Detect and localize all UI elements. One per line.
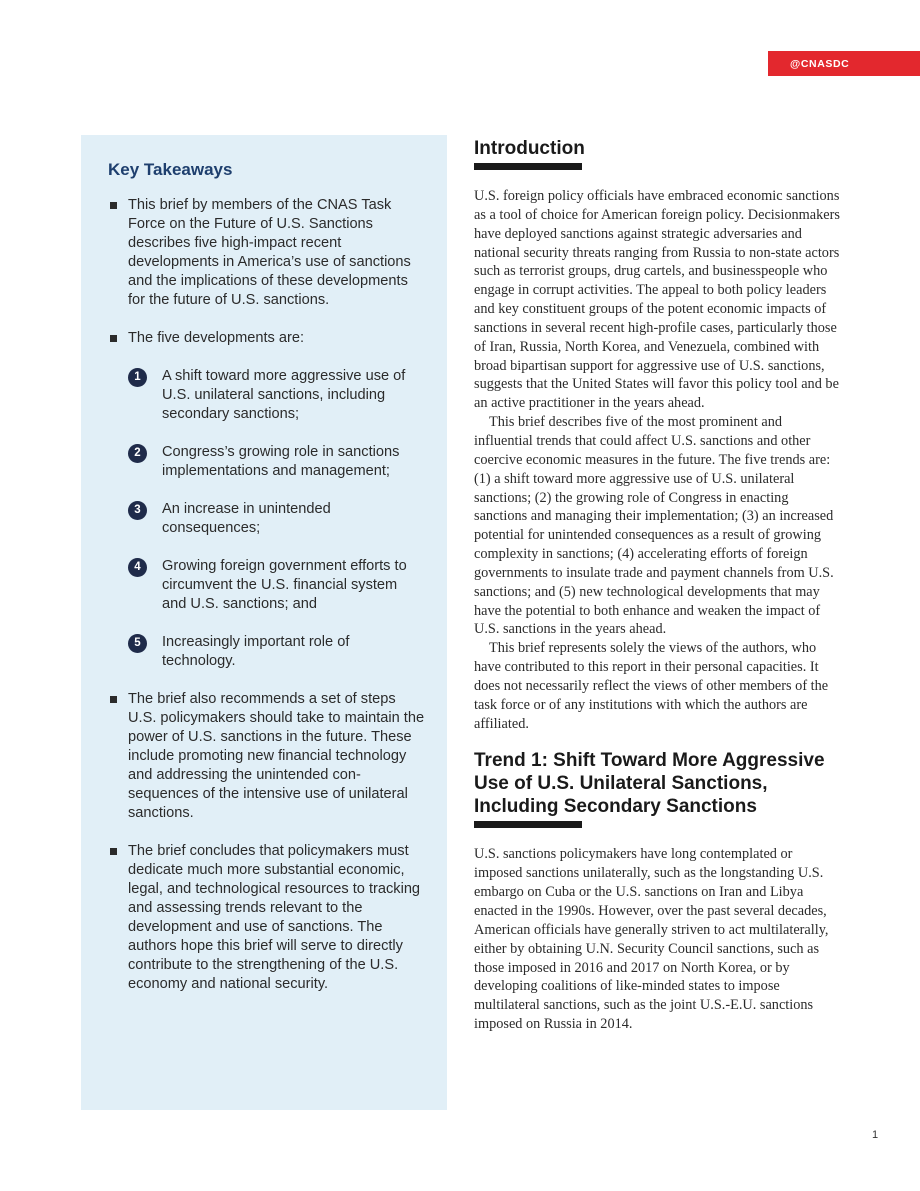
takeaway-bullet — [108, 329, 425, 348]
takeaway-text: This brief by members of the CNAS Task Force on the Future of U.S. Sanctions describes five high-impact recent developments in America’s use of sanctions and the implications of these developments for the future of U.S. sanctions. — [128, 197, 411, 308]
introduction-body — [474, 187, 844, 733]
paragraph: This brief describes five of the most prominent and influential trends that could affect U.S. sanctions and other coercive economic measures in the future. The five trends are: (1) a shift toward more aggressive use of U.S. unilateral sanctions; (2) the growing role of Congress in enacting sanctions and managing their implementation; (3) an increased potential for unintended consequences as a result of growing complexity in sanctions; (4) accelerating efforts of foreign governments to insulate trade and payment channels from U.S. sanctions; and (5) new technological developments that may have the potential to both enhance and weaken the impact of U.S. sanctions in the years ahead. — [474, 414, 834, 638]
takeaway-text: The brief also recommends a set of steps U.S. policymakers should take to maintain the power of U.S. sanctions in the future. These include promoting new financial technology and addressing the unintended consequences of the intensive use of unilateral sanctions. — [128, 691, 425, 821]
development-text: An increase in unintended consequences; — [162, 501, 331, 536]
trend-1-heading: Trend 1: Shift Toward More Aggressive Use of U.S. Unilateral Sanctions, Including Secondary Sanctions — [474, 750, 825, 818]
page-number: 1 — [872, 1129, 879, 1141]
takeaway-text: The five developments are: — [128, 330, 305, 346]
takeaway-bullet — [108, 196, 425, 310]
takeaway-bullet — [108, 690, 425, 823]
key-takeaways-sidebar — [81, 135, 447, 1110]
paragraph: U.S. foreign policy officials have embraced economic sanctions as a tool of choice for American foreign policy. Decisionmakers have deployed sanctions against strategic adversaries and national security threats ranging from Russia to non-state actors such as terrorist groups, drug cartels, and businesspeople who engage in corrupt activities. The appeal to both policy leaders and key constituent groups of the potent economic impacts of sanctions in several recent high-profile cases, particularly those of Iran, Russia, North Korea, and Venezuela, combined with broad bipartisan support for aggressive use of U.S. sanctions, suggests that the United States will favor this policy tool and be an active practitioner in the years ahead. — [474, 188, 840, 412]
development-text: Growing foreign government efforts to circumvent the U.S. financial system and U.S. sanctions; and — [162, 558, 407, 612]
development-item — [108, 443, 425, 481]
takeaway-text: The brief concludes that policymakers must dedicate much more substantial economic, legal, and technological resources to tracking and assessing trends relevant to the development and use of sanctions. The authors hope this brief will serve to directly contribute to the strengthening of the U.S. economy and national security. — [128, 843, 421, 992]
heading-rule — [474, 821, 582, 828]
development-item — [108, 500, 425, 538]
development-text: Increasingly important role of technology. — [162, 634, 350, 669]
paragraph: This brief represents solely the views of the authors, who have contributed to this report in their personal capacities. It does not necessarily reflect the views of other members of the task force or of any institutions with which the authors are affiliated. — [474, 640, 829, 732]
introduction-heading: Introduction — [474, 138, 585, 159]
number-circle-icon: 5 — [128, 634, 147, 653]
number-circle-icon: 4 — [128, 558, 147, 577]
development-item — [108, 633, 425, 671]
bullet-square-icon — [110, 202, 117, 209]
takeaway-bullet — [108, 842, 425, 994]
bullet-square-icon — [110, 848, 117, 855]
bullet-square-icon — [110, 335, 117, 342]
sidebar-title: Key Takeaways — [108, 160, 233, 179]
heading-rule — [474, 163, 582, 170]
main-column — [474, 137, 844, 1034]
number-circle-icon: 1 — [128, 368, 147, 387]
number-circle-icon: 3 — [128, 501, 147, 520]
bullet-square-icon — [110, 696, 117, 703]
development-text: Congress’s growing role in sanctions implementations and management; — [162, 444, 400, 479]
number-circle-icon: 2 — [128, 444, 147, 463]
trend-1-body — [474, 845, 844, 1033]
paragraph: U.S. sanctions policymakers have long contemplated or imposed sanctions unilaterally, such as the longstanding U.S. embargo on Cuba or the U.S. sanctions on Iran and Libya enacted in the 1990s. However, over the past several decades, American officials have generally striven to act multilaterally, either by obtaining U.N. Security Council sanctions, such as those imposed in 2016 and 2017 on North Korea, or by developing coalitions of like-minded states to impose multilateral sanctions, such as the joint U.S.-E.U. sanctions imposed on Russia in 2014. — [474, 846, 829, 1033]
development-text: A shift toward more aggressive use of U.S. unilateral sanctions, including secondary sanctions; — [162, 368, 406, 422]
development-item — [108, 367, 425, 424]
cnasdc-tag: @CNASDC — [768, 51, 920, 76]
development-item — [108, 557, 425, 614]
